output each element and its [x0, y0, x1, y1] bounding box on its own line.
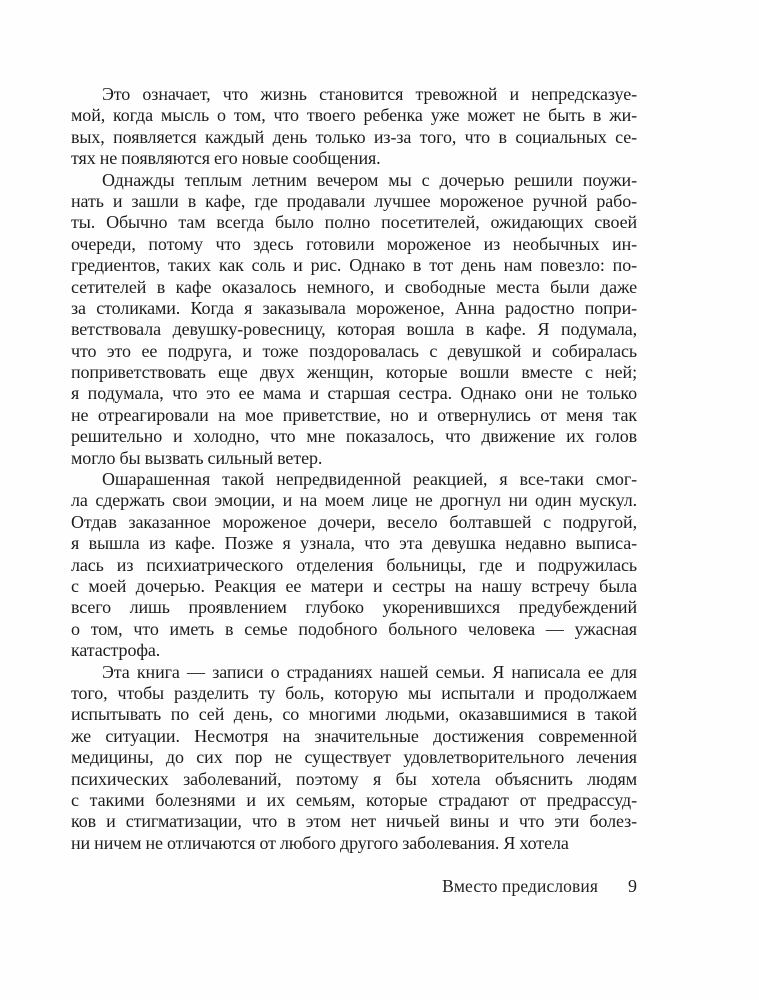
text-line: нать и зашли в кафе, где продавали лучшее мороженое ручной рабо- [71, 190, 637, 211]
text-line: психических заболеваний, поэтому я бы хотела объяснить людям [71, 768, 637, 789]
page-footer [71, 875, 637, 897]
text-line: что это ее подруга, и тоже поздоровалась с девушкой и собиралась [71, 340, 637, 361]
text-line: с моей дочерью. Реакция ее матери и сестры на нашу встречу была [71, 575, 637, 596]
page-number: 9 [628, 876, 637, 896]
text-line: могло бы вызвать сильный ветер. [71, 447, 323, 468]
text-line: очереди, потому что здесь готовили мороженое из необычных ин- [71, 233, 637, 254]
text-line: поприветствовать еще двух женщин, которые вошли вместе с ней; [71, 362, 637, 383]
text-line: медицины, до сих пор не существует удовлетворительного лечения [71, 747, 637, 768]
text-line: Однажды теплым летним вечером мы с дочерью решили поужи- [102, 169, 637, 190]
paragraph [71, 170, 637, 469]
text-line: Это означает, что жизнь становится тревожной и непредсказуе- [102, 84, 637, 104]
text-line: Отдав заказанное мороженое дочери, весело болтавшей с подругой, [71, 511, 637, 532]
running-title: Вместо предисловия [442, 876, 598, 896]
paragraph [71, 84, 637, 170]
text-line: ла сдержать свои эмоции, и на моем лице не дрогнул ни один мускул. [71, 490, 637, 511]
text-line: испытывать по сей день, со многими людьми, оказавшимися в такой [71, 704, 637, 725]
text-line: ни ничем не отличаются от любого другого заболевания. Я хотела [71, 832, 569, 853]
body-text [71, 84, 637, 854]
text-line: я подумала, что это ее мама и старшая сестра. Однако они не только [71, 383, 637, 404]
text-line: Ошарашенная такой непредвиденной реакцией, я все-таки смог- [102, 469, 637, 490]
text-line: сетителей в кафе оказалось немного, и свободные места были даже [71, 276, 637, 297]
text-line: того, чтобы разделить ту боль, которую мы испытали и продолжаем [71, 682, 637, 703]
paragraph [71, 662, 637, 855]
text-line: за столиками. Когда я заказывала мороженое, Анна радостно попри- [71, 297, 637, 318]
paragraph [71, 469, 637, 662]
text-line: ты. Обычно там всегда было полно посетителей, ожидающих своей [71, 212, 637, 233]
text-line: решительно и холодно, что мне показалось, что движение их голов [71, 426, 637, 447]
text-line: ветствовала девушку-ровесницу, которая вошла в кафе. Я подумала, [71, 319, 637, 340]
text-line: с такими болезнями и их семьям, которые страдают от предрассуд- [71, 789, 637, 810]
text-line: вых, появляется каждый день только из-за того, что в социальных се- [71, 126, 637, 147]
text-line: лась из психиатрического отделения больницы, где и подружилась [71, 554, 637, 575]
text-line: Эта книга — записи о страданиях нашей семьи. Я написала ее для [102, 661, 637, 682]
text-line: не отреагировали на мое приветствие, но и отвернулись от меня так [71, 404, 637, 425]
text-line: же ситуации. Несмотря на значительные достижения современной [71, 725, 637, 746]
text-line: я вышла из кафе. Позже я узнала, что эта девушка недавно выписа- [71, 533, 637, 554]
text-line: о том, что иметь в семье подобного больного человека — ужасная [71, 618, 637, 639]
text-line: тях не появляются его новые сообщения. [71, 148, 381, 169]
text-line: катастрофа. [71, 640, 161, 661]
text-line: ков и стигматизации, что в этом нет ничьей вины и что эти болез- [71, 811, 637, 832]
text-line: мой, когда мысль о том, что твоего ребенка уже может не быть в жи- [71, 105, 637, 126]
text-line: гредиентов, таких как соль и рис. Однако в тот день нам повезло: по- [71, 255, 637, 276]
text-line: всего лишь проявлением глубоко укоренившихся предубеждений [71, 597, 637, 618]
